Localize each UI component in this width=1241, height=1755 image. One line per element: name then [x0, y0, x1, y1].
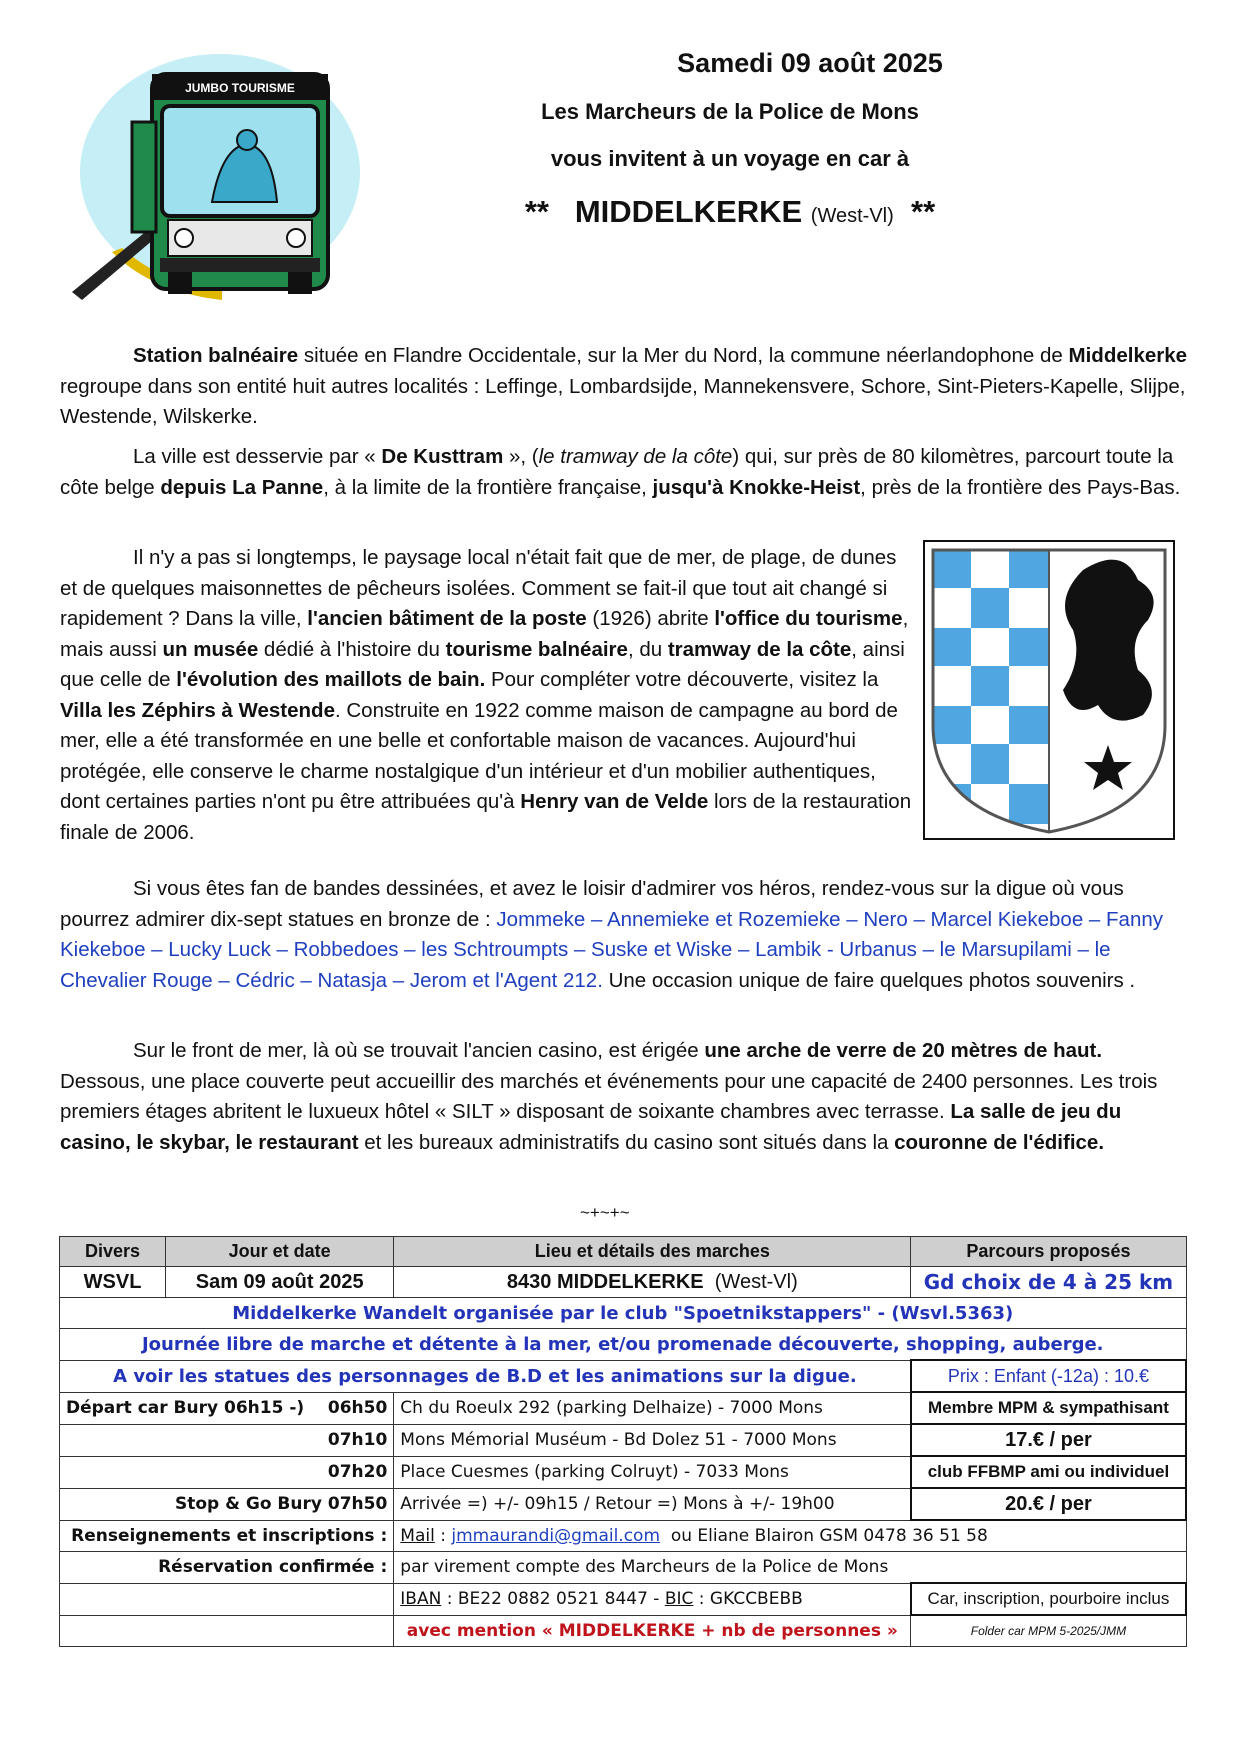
info-label: Renseignements et inscriptions :: [60, 1520, 394, 1552]
coat-of-arms-image: [923, 540, 1175, 840]
header-routes: Parcours proposés: [911, 1237, 1186, 1267]
included-info: Car, inscription, pourboire inclus: [911, 1583, 1186, 1615]
table-row: [60, 1520, 1187, 1552]
price-club: 20.€ / per: [911, 1488, 1186, 1520]
paragraph-5: Sur le front de mer, là où se trouvait l'ancien casino, est érigée une arche de verre de 20 mètres de haut. Dessous, une place couverte peut accueillir des marchés et événements pour une capacité de 2400 personnes. Les trois premiers étages abritent le luxueux hôtel « SILT » disposant de soixante chambres avec terrasse. La salle de jeu du casino, le skybar, le restaurant et les bureaux administratifs du casino sont situés dans la couronne de l'édifice.: [60, 1039, 1158, 1154]
payment-mention: avec mention « MIDDELKERKE + nb de personnes »: [394, 1615, 911, 1647]
walk-info-table: [59, 1236, 1187, 1647]
stop-place-3: Place Cuesmes (parking Colruyt) - 7033 Mons: [394, 1456, 911, 1488]
paragraph-3: Il n'y a pas si longtemps, le paysage local n'était fait que de mer, de plage, de dunes et de quelques maisonnettes de pêcheurs isolées. Comment se fait-il que tout ait changé si rapidement ? Dans la ville, l'ancien bâtiment de la poste (1926) abrite l'office du tourisme, mais aussi un musée dédié à l'histoire du tourisme balnéaire, du tramway de la côte, ainsi que celle de l'évolution des maillots de bain. Pour compléter votre découverte, visitez la Villa les Zéphirs à Westende. Construite en 1922 comme maison de campagne au bord de mer, elle a été transformée en une belle et confortable maison de vacances. Aujourd'hui protégée, elle conserve le charme nostalgique d'un intérieur et d'un mobilier authentiques, dont certaines parties n'ont pu être attribuées qu'à Henry van de Velde lors de la restauration finale de 2006.: [60, 546, 912, 844]
stop-time-2: 07h10: [60, 1424, 394, 1456]
stop-place-4: Arrivée =) +/- 09h15 / Retour =) Mons à +/- 19h00: [394, 1488, 911, 1520]
header-divers: Divers: [60, 1237, 166, 1267]
reservation-info: par virement compte des Marcheurs de la Police de Mons: [394, 1552, 1186, 1584]
price-child: Prix : Enfant (-12a) : 10.€: [911, 1360, 1186, 1392]
header-date: Jour et date: [166, 1237, 394, 1267]
destination-line: [440, 194, 1020, 230]
table-row: [60, 1360, 1187, 1392]
separator: ~+~+~: [580, 1203, 630, 1222]
paragraph-2: La ville est desservie par « De Kusttram », (le tramway de la côte) qui, sur près de 80 kilomètres, parcourt toute la côte belge depuis La Panne, à la limite de la frontière française, jusqu'à Knokke-Heist, près de la frontière des Pays-Bas.: [60, 445, 1181, 499]
email-link[interactable]: jmmaurandi@gmail.com: [451, 1526, 661, 1546]
stop-place-2: Mons Mémorial Muséum - Bd Dolez 51 - 7000 Mons: [394, 1424, 911, 1456]
price-member-label: Membre MPM & sympathisant: [911, 1392, 1186, 1424]
table-row: [60, 1456, 1187, 1488]
paragraph-4: Si vous êtes fan de bandes dessinées, et avez le loisir d'admirer vos héros, rendez-vous sur la digue où vous pourrez admirer dix-sept statues en bronze de : Jommeke – Annemieke et Rozemieke – Nero – Marcel Kiekeboe – Fanny Kiekeboe – Lucky Luck – Robbedoes – les Schtroumpts – Suske et Wiske – Lambik - Urbanus – le Marsupilami – le Chevalier Rouge – Cédric – Natasja – Jerom et l'Agent 212. Une occasion unique de faire quelques photos souvenirs .: [60, 877, 1164, 992]
bank-info: IBAN : BE22 0882 0521 8447 - BIC : GKCCBEBB: [394, 1583, 911, 1615]
departure-time: Départ car Bury 06h15 -) 06h50: [60, 1392, 394, 1424]
walk-place: 8430 MIDDELKERKE (West-Vl): [394, 1267, 911, 1298]
comic-characters-list: Jommeke – Annemieke et Rozemieke – Nero – Marcel Kiekeboe – Fanny Kiekeboe – Lucky Luck – Robbedoes – les Schtroumpts – Suske et Wiske – Lambik - Urbanus – le Marsupilami – le Chevalier Rouge – Cédric – Natasja – Jerom et l'Agent 212.: [60, 907, 1164, 992]
table-row: [60, 1298, 1187, 1329]
organizer-line: Les Marcheurs de la Police de Mons: [541, 99, 919, 124]
destination-region: (West-Vl): [810, 205, 894, 227]
walk-date: Sam 09 août 2025: [166, 1267, 394, 1298]
bus-illustration: [72, 52, 372, 302]
routes-choice: Gd choix de 4 à 25 km: [911, 1267, 1186, 1298]
header-place: Lieu et détails des marches: [394, 1237, 911, 1267]
price-club-label: club FFBMP ami ou individuel: [911, 1456, 1186, 1488]
paragraph-1: Station balnéaire située en Flandre Occidentale, sur la Mer du Nord, la commune néerlandophone de Middelkerke regroupe dans son entité huit autres localités : Leffinge, Lombardsijde, Mannekensvere, Schore, Sint-Pieters-Kapelle, Slijpe, Westende, Wilskerke.: [60, 344, 1188, 428]
organised-by: Middelkerke Wandelt organisée par le club "Spoetnikstappers" - (Wsvl.5363): [60, 1298, 1187, 1329]
event-date: Samedi 09 août 2025: [677, 48, 943, 78]
table-row: [60, 1552, 1187, 1584]
table-row: [60, 1267, 1187, 1298]
stop-time-3: 07h20: [60, 1456, 394, 1488]
table-row: [60, 1615, 1187, 1647]
free-day-info: Journée libre de marche et détente à la mer, et/ou promenade découverte, shopping, auberge.: [60, 1329, 1187, 1361]
stars-right: **: [911, 194, 936, 229]
table-row: [60, 1392, 1187, 1424]
reservation-label: Réservation confirmée :: [60, 1552, 394, 1584]
stop-time-4: Stop & Go Bury 07h50: [60, 1488, 394, 1520]
folder-ref: Folder car MPM 5-2025/JMM: [911, 1615, 1186, 1647]
table-row: [60, 1424, 1187, 1456]
price-member: 17.€ / per: [911, 1424, 1186, 1456]
invite-line: vous invitent à un voyage en car à: [550, 146, 910, 171]
table-row: [60, 1488, 1187, 1520]
table-row: [60, 1583, 1187, 1615]
stop-place-1: Ch du Roeulx 292 (parking Delhaize) - 7000 Mons: [394, 1392, 911, 1424]
statues-info: A voir les statues des personnages de B.D et les animations sur la digue.: [60, 1360, 911, 1392]
bus-sign: JUMBO TOURISME: [185, 81, 295, 95]
club-code: WSVL: [60, 1267, 166, 1298]
table-header-row: [60, 1237, 1187, 1267]
destination-name: MIDDELKERKE: [574, 194, 803, 229]
stars-left: **: [524, 194, 549, 229]
table-row: [60, 1329, 1187, 1361]
contact-info: Mail : jmmaurandi@gmail.com ou Eliane Blairon GSM 0478 36 51 58: [394, 1520, 1186, 1552]
